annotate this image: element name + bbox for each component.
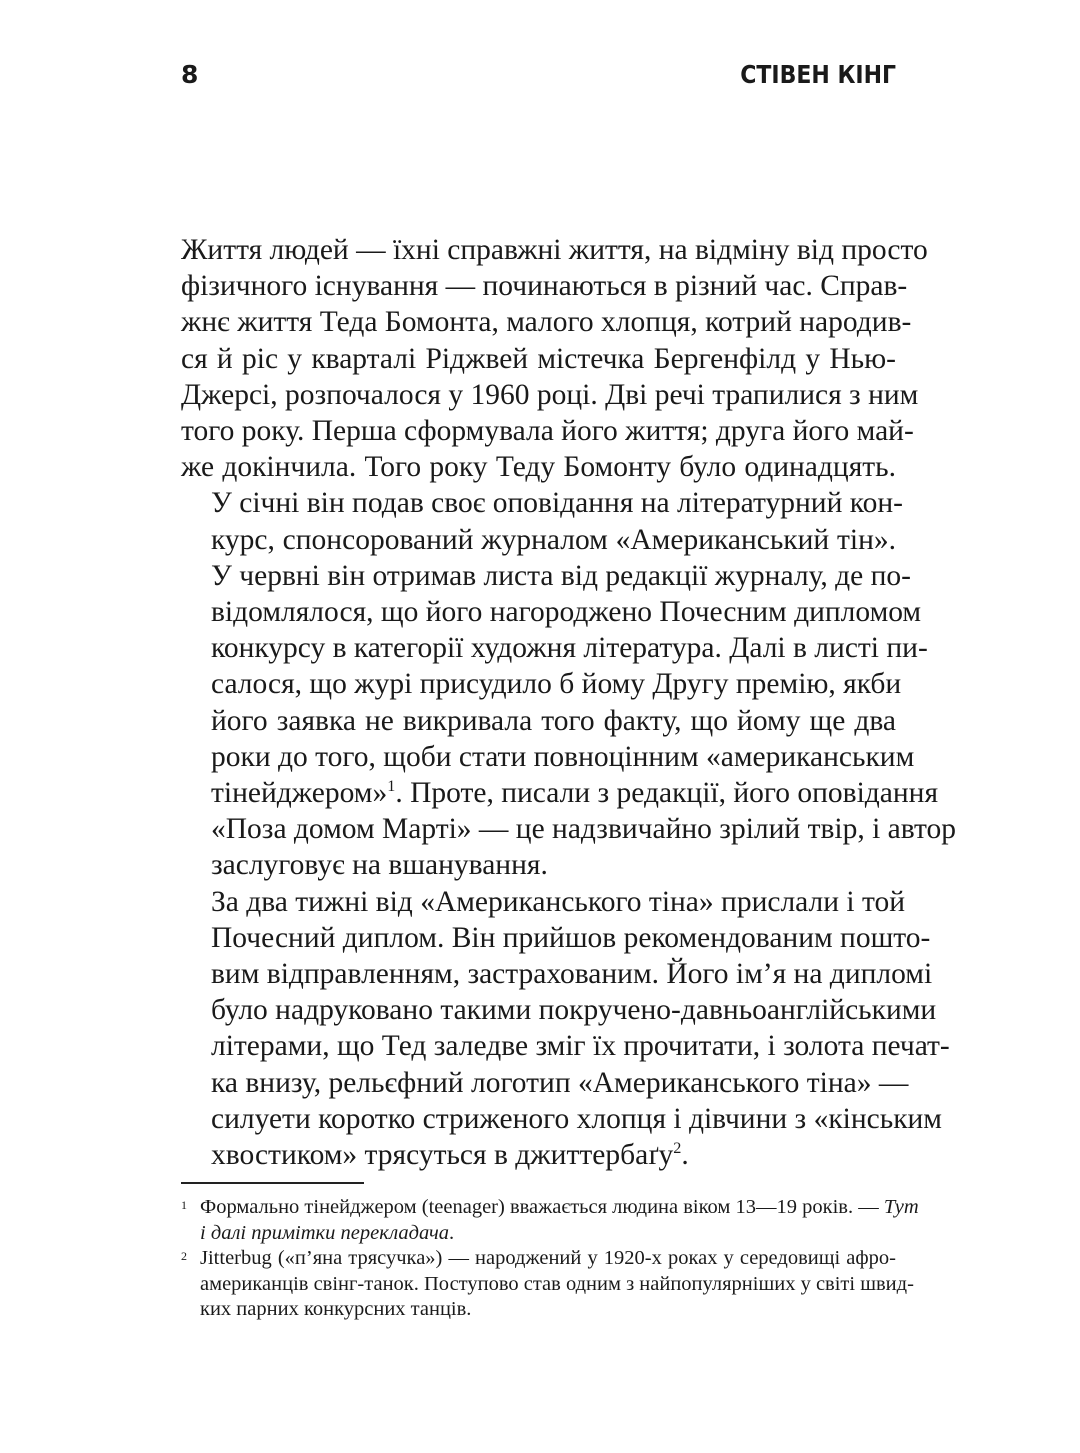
text-line: того року. Перша сформувала його життя; друга його май- — [181, 415, 914, 448]
text-line: Почесний диплом. Він прийшов рекомендованим пошто- — [211, 921, 931, 954]
running-header — [181, 60, 896, 96]
text-line: салося, що журі присудило б йому Другу премію, якби — [211, 668, 902, 701]
text-line: курс, спонсорований журналом «Американський тін». — [211, 523, 896, 556]
footnote-line — [200, 1195, 919, 1221]
paragraph-2 — [181, 485, 956, 883]
footnote-line — [200, 1221, 896, 1247]
footnote-2 — [181, 1246, 914, 1323]
text-line: вим відправленням, застрахованим. Його ім’я на дипломі — [211, 958, 933, 991]
text-line: Джерсі, розпочалося у 1960 році. Дві речі трапилися з ним — [181, 378, 919, 411]
text-line-with-footnote — [181, 775, 939, 811]
text-line: було надруковано такими покручено-давньоанглійськими — [211, 994, 937, 1027]
paragraph-1 — [181, 232, 928, 485]
footnote-mark: 2 — [181, 1249, 187, 1263]
footnote-text: Формально тінейджером (teenager) вважається людина віком 13—19 років. — — [200, 1196, 879, 1218]
text-line: жнє життя Теда Бомонта, малого хлопця, котрий народив- — [181, 306, 912, 339]
paragraph-3 — [181, 884, 950, 1174]
text-line: За два тижні від «Американського тіна» прислали і той — [211, 885, 906, 918]
text-line: же докінчила. Того року Теду Бомонту було одинадцять. — [181, 451, 896, 484]
page-number: 8 — [181, 60, 199, 89]
text-line: відомлялося, що його нагороджено Почесним дипломом — [211, 596, 922, 629]
footnote-divider — [181, 1182, 364, 1184]
text-line: конкурсу в категорії художня література. Далі в листі пи- — [211, 632, 928, 665]
footnote-italic: і далі примітки перекладача — [200, 1221, 450, 1244]
text-line: «Поза домом Марті» — це надзвичайно зрілий твір, і автор — [211, 813, 956, 846]
text-fragment: тінейджером» — [211, 777, 388, 810]
text-line: фізичного існування — починаються в різний час. Справ- — [181, 270, 908, 303]
text-line: У січні він подав своє оповідання на літературний кон- — [211, 487, 903, 520]
text-line: силуети коротко стриженого хлопця і дівчини з «кінським — [211, 1102, 942, 1135]
footnote-ref-1[interactable]: 1 — [387, 777, 396, 796]
footnotes — [181, 1195, 919, 1323]
footnote-line: ких парних конкурсних танців. — [200, 1298, 472, 1320]
text-fragment: . — [681, 1139, 689, 1172]
text-line: його заявка не викривала того факту, що йому ще два — [211, 704, 896, 737]
footnote-italic: Тут — [883, 1196, 919, 1218]
text-fragment: хвостиком» трясуться в джиттербаґу — [211, 1139, 674, 1172]
text-line: літерами, що Тед заледве зміг їх прочитати, і золота печат- — [211, 1030, 950, 1063]
text-line: У червні він отримав листа від редакції журналу, де по- — [211, 559, 911, 592]
text-line: роки до того, щоби стати повноцінним «американським — [211, 740, 915, 773]
running-header-author: СТІВЕН КІНГ — [740, 60, 896, 89]
text-line-with-footnote — [181, 1137, 896, 1173]
footnote-ref-2[interactable]: 2 — [673, 1139, 682, 1158]
body-text — [181, 232, 956, 1173]
text-line: ка внизу, рельєфний логотип «Американського тіна» — — [211, 1066, 909, 1099]
text-line: Життя людей — їхні справжні життя, на відміну від просто — [181, 234, 928, 266]
footnote-mark: 1 — [181, 1198, 187, 1212]
footnote-text: . — [449, 1221, 455, 1244]
footnote-1 — [181, 1195, 919, 1246]
footnote-line: американців свінг-танок. Поступово став одним з найпопулярніших у світі швид- — [200, 1272, 914, 1295]
text-line: ся й ріс у кварталі Ріджвей містечка Бергенфілд у Нью- — [181, 342, 896, 375]
text-fragment: . Проте, писали з редакції, його оповідання — [395, 777, 939, 810]
footnote-line: Jitterbug («п’яна трясучка») — народжений у 1920-х роках у середовищі афро- — [200, 1247, 896, 1269]
text-line: заслуговує на вшанування. — [211, 849, 548, 882]
